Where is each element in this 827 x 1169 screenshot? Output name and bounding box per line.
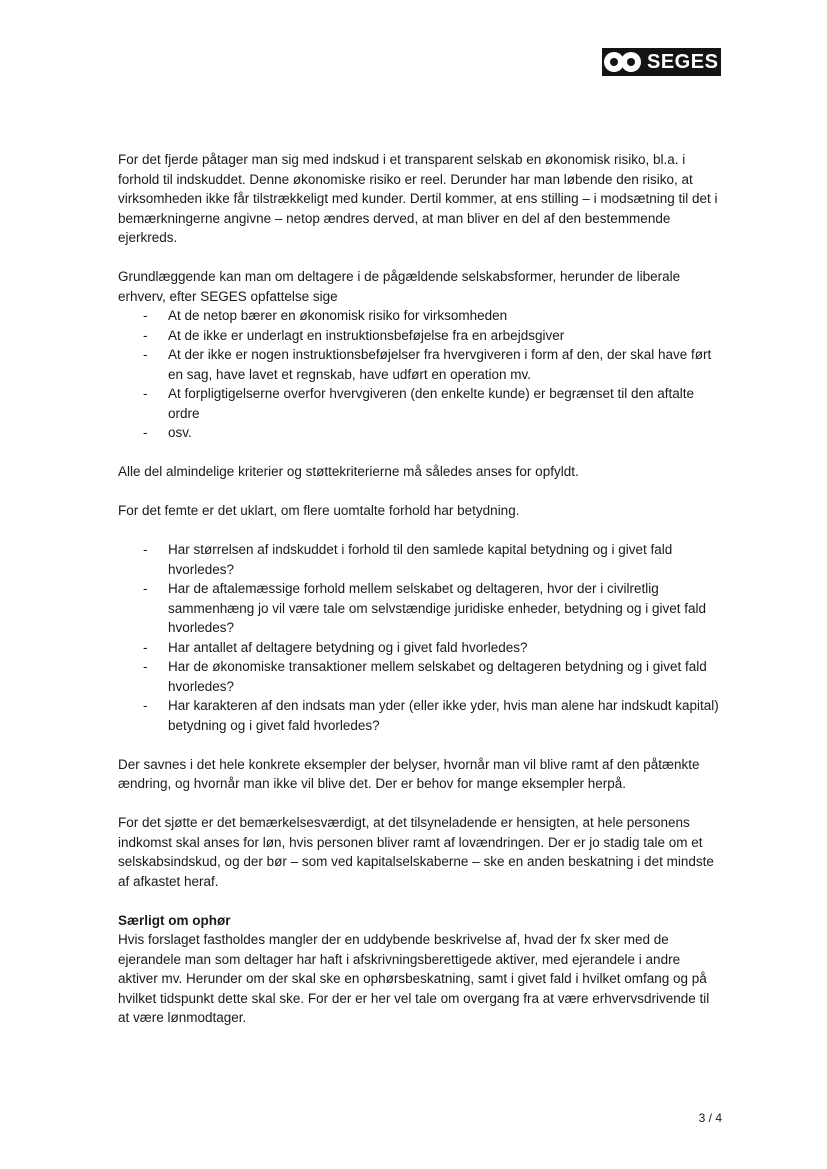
- logo-circle-icon: [621, 52, 641, 72]
- questions-list: [118, 540, 722, 735]
- paragraph: Der savnes i det hele konkrete eksempler der belyser, hvornår man vil blive ramt af den påtænkte ændring, og hvornår man ikke vil blive det. Der er behov for mange eksempler herpå.: [118, 756, 700, 791]
- seges-logo: [602, 48, 721, 76]
- paragraph: Grundlæggende kan man om deltagere i de pågældende selskabsformer, herunder de liberale erhverv, efter SEGES opfattelse sige: [118, 269, 681, 304]
- list-item: - Har de økonomiske transaktioner mellem selskabet og deltageren betydning og i givet fald hvorledes?: [118, 657, 722, 696]
- logo-text: SEGES: [647, 51, 719, 73]
- list-item: - Har karakteren af den indsats man yder (eller ikke yder, hvis man alene har indskudt kapital) betydning og i givet fald hvorledes?: [118, 696, 722, 735]
- paragraph: For det femte er det uklart, om flere uomtalte forhold har betydning.: [118, 503, 520, 518]
- list-item: - osv.: [118, 423, 722, 443]
- list-item: - At forpligtigelserne overfor hvervgiveren (den enkelte kunde) er begrænset til den aftalte ordre: [118, 384, 722, 423]
- list-item: - Har størrelsen af indskuddet i forhold til den samlede kapital betydning og i givet fald hvorledes?: [118, 540, 722, 579]
- document-body: [118, 150, 722, 1047]
- list-item: - At de netop bærer en økonomisk risiko for virksomheden: [118, 306, 722, 326]
- list-item: - Har antallet af deltagere betydning og i givet fald hvorledes?: [118, 638, 722, 658]
- list-item: - At de ikke er underlagt en instruktionsbeføjelse fra en arbejdsgiver: [118, 326, 722, 346]
- list-item: - Har de aftalemæssige forhold mellem selskabet og deltageren, hvor der i civilretlig sammenhæng jo vil være tale om selvstændige juridiske enheder, betydning og i givet fald hvorledes?: [118, 579, 722, 638]
- paragraph: For det sjøtte er det bemærkelsesværdigt, at det tilsyneladende er hensigten, at hele personens indkomst skal anses for løn, hvis personen bliver ramt af lovændringen. Der er jo stadig tale om et selskabsindskud, og der bør – som ved kapitalselskaberne – ske en anden beskatning i det mindste af afkastet heraf.: [118, 815, 714, 889]
- criteria-list: [118, 306, 722, 443]
- page-number: 3 / 4: [698, 1111, 722, 1125]
- paragraph: Hvis forslaget fastholdes mangler der en uddybende beskrivelse af, hvad der fx sker med de ejerandele man som deltager har haft i afskrivningsberettigede aktiver, med ejerandele i andre aktiver mv. Herunder om der skal ske en ophørsbeskatning, samt i givet fald i hvilket omfang og på hvilket tidspunkt dette skal ske. For der er her vel tale om overgang fra at være erhvervsdrivende til at være lønmodtager.: [118, 932, 710, 1025]
- list-item: - At der ikke er nogen instruktionsbeføjelser fra hvervgiveren i form af den, der skal have ført en sag, have lavet et regnskab, have udført en operation mv.: [118, 345, 722, 384]
- paragraph: For det fjerde påtager man sig med indskud i et transparent selskab en økonomisk risiko, bl.a. i forhold til indskuddet. Denne økonomiske risiko er reel. Derunder har man løbende den risiko, at virksomheden ikke får tilstrækkeligt med kunder. Dertil kommer, at ens stilling – i modsætning til det i bemærkningerne angivne – netop ændres derved, at man bliver en del af den bestemmende ejerkreds.: [118, 152, 718, 245]
- paragraph: Alle del almindelige kriterier og støttekriterierne må således anses for opfyldt.: [118, 464, 579, 479]
- section-heading: Særligt om ophør: [118, 912, 231, 928]
